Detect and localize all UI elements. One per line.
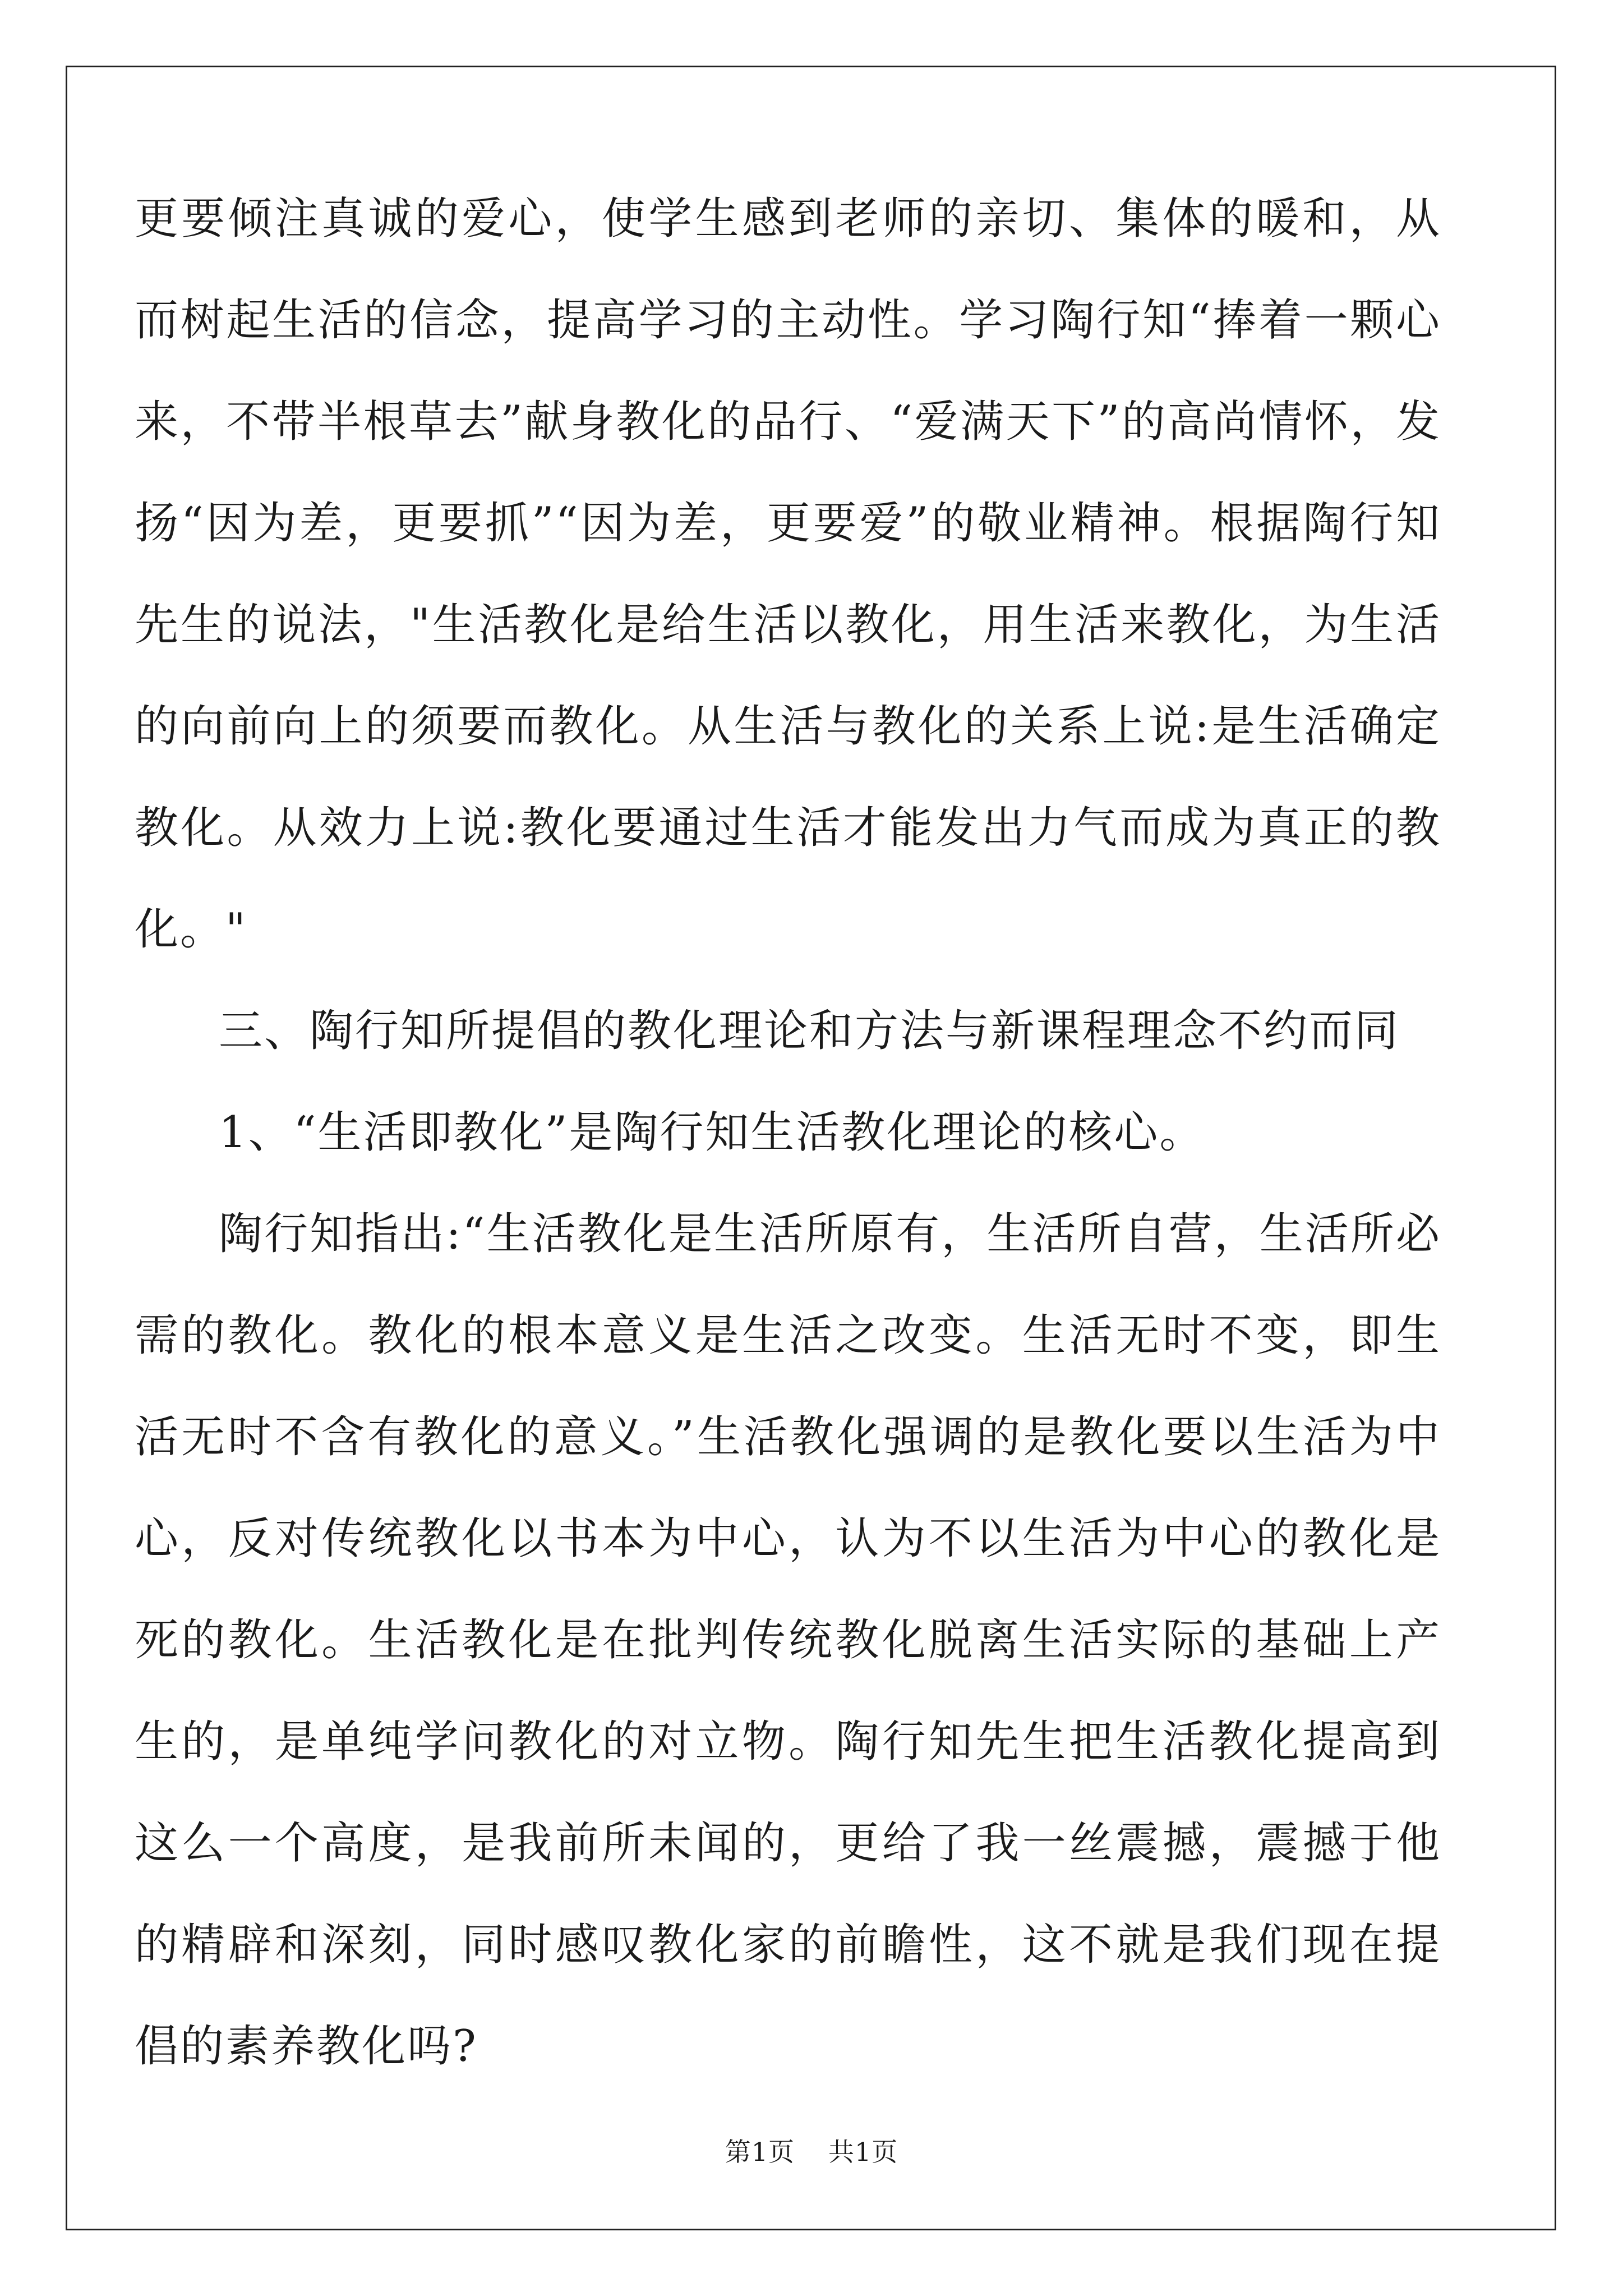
section-heading-three: 三、陶行知所提倡的教化理论和方法与新课程理念不约而同 xyxy=(219,1006,1400,1056)
document-body xyxy=(135,168,1441,2097)
page-footer xyxy=(0,2132,1623,2169)
page-number: 第1页 xyxy=(725,2137,795,2167)
subsection-heading-one: 1、“生活即教化”是陶行知生活教化理论的核心。 xyxy=(219,1107,1205,1158)
paragraph-body: 陶行知指出:“生活教化是生活所原有，生活所自营，生活所必需的教化。教化的根本意义是生活之改变。生活无时不变，即生活无时不含有教化的意义。”生活教化强调的是教化要以生活为中心，反对传统教化以书本为中心，认为不以生活为中心的教化是死的教化。生活教化是在批判传统教化脱离生活实际的基础上产生的，是单纯学问教化的对立物。陶行知先生把生活教化提高到这么一个高度，是我前所未闻的，更给了我一丝震撼，震撼于他的精辟和深刻，同时感叹教化家的前瞻性，这不就是我们现在提倡的素养教化吗? xyxy=(135,1209,1441,2072)
page-total: 共1页 xyxy=(828,2137,898,2167)
paragraph-continuation: 更要倾注真诚的爱心，使学生感到老师的亲切、集体的暖和，从而树起生活的信念，提高学习的主动性。学习陶行知“捧着一颗心来，不带半根草去”献身教化的品行、“爱满天下”的高尚情怀，发扬“因为差，更要抓”“因为差，更要爱”的敬业精神。根据陶行知先生的说法，"生活教化是给生活以教化，用生活来教化，为生活的向前向上的须要而教化。从生活与教化的关系上说:是生活确定教化。从效力上说:教化要通过生活才能发出力气而成为真正的教化。" xyxy=(135,194,1442,955)
